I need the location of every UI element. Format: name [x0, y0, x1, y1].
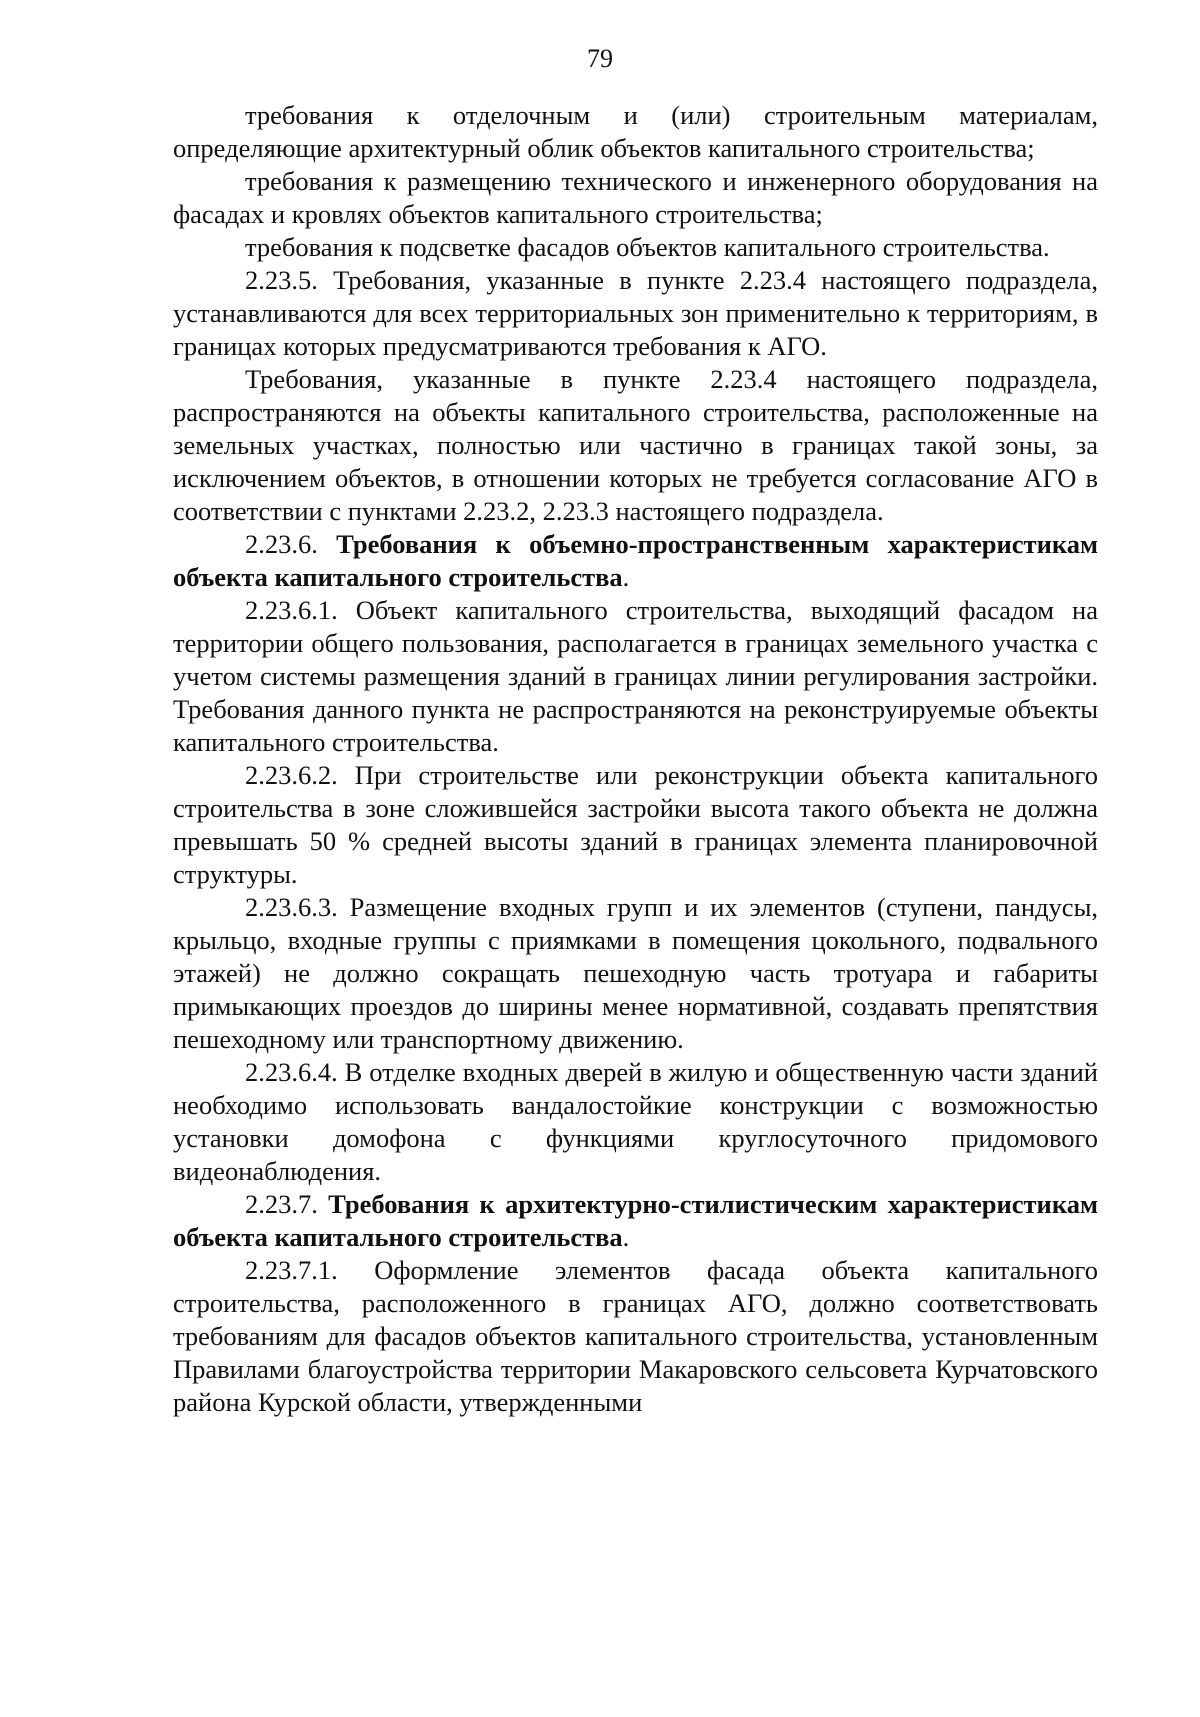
section-heading-text: Требования к архитектурно-стилистическим характеристикам объекта капитального строительства — [173, 1189, 1098, 1252]
paragraph-2-23-6-4: 2.23.6.4. В отделке входных дверей в жилую и общественную части зданий необходимо использовать вандалостойкие конструкции с возможностью установки домофона с функциями круглосуточного придомового видеонаблюдения. — [173, 1057, 1098, 1186]
section-number: 2.23.6. — [245, 529, 318, 559]
section-heading-2-23-6 — [173, 528, 1098, 594]
section-heading-text: Требования к объемно-пространственным характеристикам объекта капитального строительства — [173, 529, 1098, 592]
paragraph-2-23-6-2: 2.23.6.2. При строительстве или реконструкции объекта капитального строительства в зоне сложившейся застройки высота такого объекта не должна превышать 50 % средней высоты зданий в границах элемента планировочной структуры. — [173, 760, 1098, 889]
section-number: 2.23.7. — [245, 1189, 318, 1219]
paragraph-2-23-5: 2.23.5. Требования, указанные в пункте 2.23.4 настоящего подраздела, устанавливаются для всех территориальных зон применительно к территориям, в границах которых предусматриваются требования к АГО. — [173, 265, 1098, 361]
section-heading-2-23-7 — [173, 1188, 1098, 1254]
paragraph-equipment-placement: требования к размещению технического и инженерного оборудования на фасадах и кровлях объектов капитального строительства; — [173, 166, 1098, 229]
section-heading-tail: . — [622, 562, 630, 592]
paragraph-2-23-6-1: 2.23.6.1. Объект капитального строительства, выходящий фасадом на территории общего пользования, располагается в границах земельного участка с учетом системы размещения зданий в границах линии регулирования застройки. Требования данного пункта не распространяются на реконструируемые объекты капитального строительства. — [173, 595, 1098, 757]
paragraph-facade-lighting: требования к подсветке фасадов объектов капитального строительства. — [245, 232, 1050, 262]
page-number: 79 — [587, 44, 613, 73]
paragraph-finishing-materials: требования к отделочным и (или) строительным материалам, определяющие архитектурный облик объектов капитального строительства; — [173, 100, 1098, 163]
document-body — [173, 99, 1098, 1419]
paragraph-2-23-6-3: 2.23.6.3. Размещение входных групп и их элементов (ступени, пандусы, крыльцо, входные группы с приямками в помещения цокольного, подвального этажей) не должно сокращать пешеходную часть тротуара и габариты примыкающих проездов до ширины менее нормативной, создавать препятствия пешеходному или транспортному движению. — [173, 892, 1098, 1054]
section-heading-tail: . — [622, 1222, 630, 1252]
paragraph-2-23-7-1: 2.23.7.1. Оформление элементов фасада объекта капитального строительства, расположенного в границах АГО, должно соответствовать требованиям для фасадов объектов капитального строительства, установленным Правилами благоустройства территории Макаровского сельсовета Курчатовского района Курской области, утвержденными — [173, 1255, 1098, 1417]
paragraph-requirements-scope: Требования, указанные в пункте 2.23.4 настоящего подраздела, распространяются на объекты капитального строительства, расположенные на земельных участках, полностью или частично в границах такой зоны, за исключением объектов, в отношении которых не требуется согласование АГО в соответствии с пунктами 2.23.2, 2.23.3 настоящего подраздела. — [173, 364, 1098, 526]
